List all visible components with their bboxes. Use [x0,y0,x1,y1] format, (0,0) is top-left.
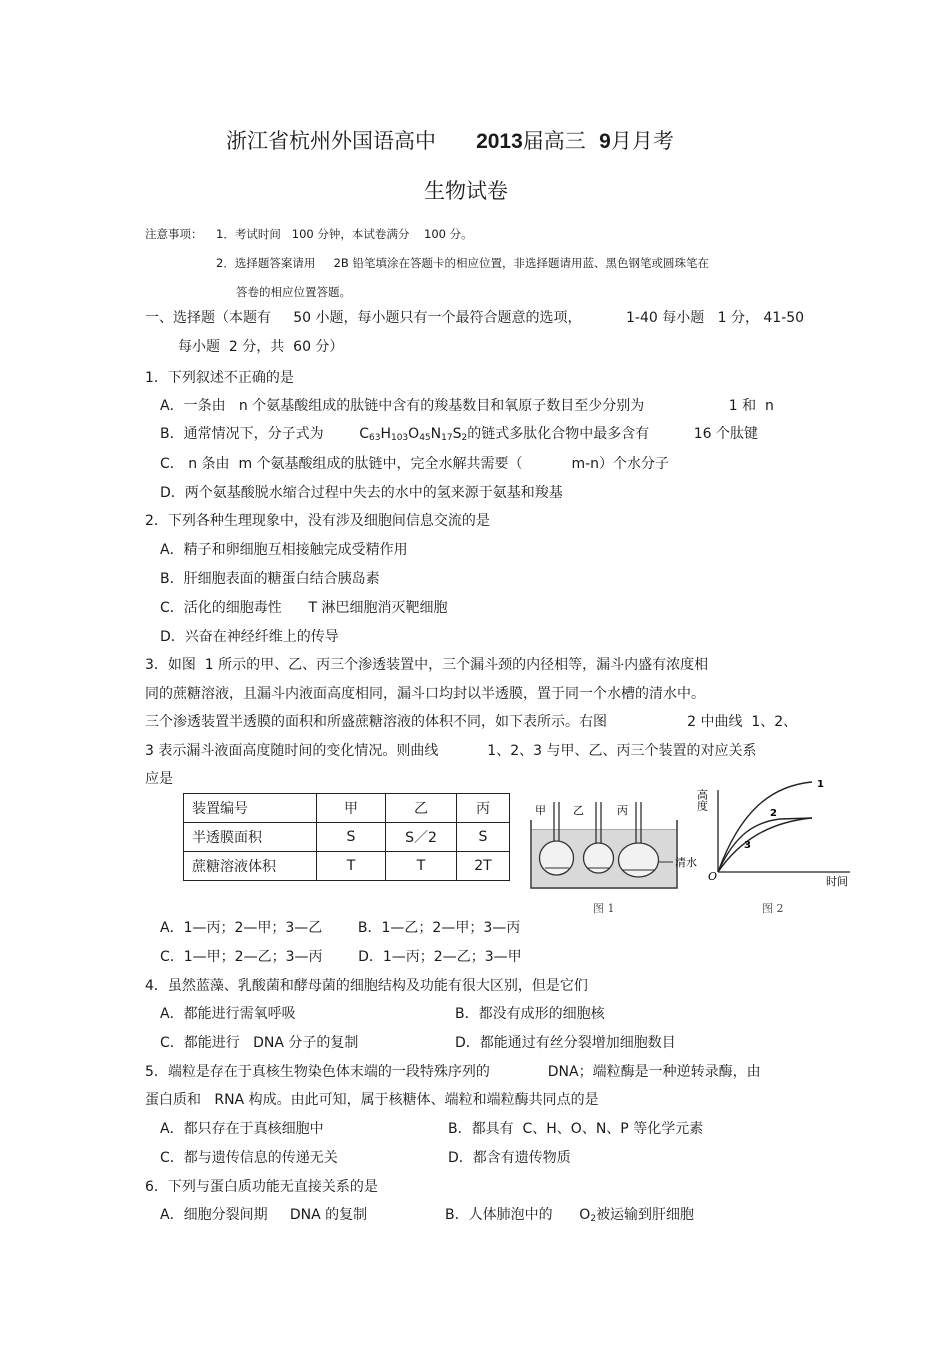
q3-line-4: 3 表示漏斗液面高度随时间的变化情况。则曲线 1、2、3 与甲、乙、丙三个装置的对应关系 [145,743,757,759]
section-heading: 一、选择题（本题有 50 小题，每小题只有一个最符合题意的选项， 1-40 每小题 1 分， 41-50 [145,310,805,326]
q5-line-1: 5．端粒是存在于真核生物染色体末端的一段特殊序列的 DNA；端粒酶是一种逆转录酶，由 [145,1064,761,1080]
q3-line-5: 应是 [145,771,173,787]
q5-option-a: A．都只存在于真核细胞中 [160,1121,324,1137]
title-school: 浙江省杭州外国语高中 [226,129,436,153]
table-cell: T [317,852,386,881]
exam-subtitle: 生物试卷 [424,179,508,203]
x-axis-label: 时间 [826,875,848,888]
q4-option-a: A．都能进行需氧呼吸 [160,1006,296,1022]
figure-2-caption: 图 2 [762,902,784,915]
curve-1-label: 1 [817,779,824,790]
notes-label: 注意事项： [145,227,203,241]
table-cell: 丙 [457,794,510,823]
table-row [184,852,510,881]
curve-3-label: 3 [744,840,751,851]
q1-option-c: C． n 条由 m 个氨基酸组成的肽链中，完全水解共需要（ m-n）个水分子 [160,456,670,472]
q5-option-b: B．都具有 C、H、O、N、P 等化学元素 [448,1121,704,1137]
title-year: 2013 [476,130,523,153]
q6-stem: 6．下列与蛋白质功能无直接关系的是 [145,1179,378,1195]
q6-option-b: B．人体肺泡中的 $O_2$被运输到肝细胞 [445,1207,695,1224]
table-cell: T [386,852,457,881]
q2-option-a: A．精子和卵细胞互相接触完成受精作用 [160,542,408,558]
q1-option-a: A．一条由 n 个氨基酸组成的肽链中含有的羧基数目和氧原子数目至少分别为 1 和 n [160,398,774,414]
q3-line-1: 3．如图 1 所示的甲、乙、丙三个渗透装置中，三个漏斗颈的内径相等，漏斗内盛有浓度相 [145,657,709,673]
device-table [183,793,510,881]
label-yi: 乙 [573,804,584,817]
table-cell: 装置编号 [184,794,317,823]
curve-3 [718,818,812,872]
q4-option-b: B．都没有成形的细胞核 [455,1006,605,1022]
label-water: 清水 [675,856,697,869]
q2-option-d: D．兴奋在神经纤维上的传导 [160,629,339,645]
q1-option-d: D．两个氨基酸脱水缩合过程中失去的水中的氢来源于氨基和羧基 [160,485,563,501]
q2-option-b: B．肝细胞表面的糖蛋白结合胰岛素 [160,571,380,587]
y-axis-label: 高度 [695,789,709,811]
q2-stem: 2．下列各种生理现象中，没有涉及细胞间信息交流的是 [145,513,490,529]
q3-line-3: 三个渗透装置半透膜的面积和所盛蔗糖溶液的体积不同，如下表所示。右图 2 中曲线 1、2、 [145,714,798,730]
table-cell: S [317,823,386,852]
q6-option-a: A．细胞分裂间期 DNA 的复制 [160,1207,368,1223]
origin-label: O [708,870,718,883]
section-heading-cont: 每小题 2 分，共 60 分） [178,339,344,355]
q3-options-cd: C．1—甲；2—乙；3—丙 D．1—丙；2—乙；3—甲 [160,949,522,965]
table-cell: 2T [457,852,510,881]
funnel-1-bulb [540,841,574,875]
title-exam: 月月考 [610,129,674,153]
funnel-3-bulb [619,843,659,877]
q3-options-ab: A．1—丙；2—甲；3—乙 B．1—乙；2—甲；3—丙 [160,920,521,936]
notes-item-2-cont: 答卷的相应位置答题。 [236,285,351,299]
table-cell: S [457,823,510,852]
table-cell: S／2 [386,823,457,852]
title-month: 9 [599,130,611,153]
label-jia: 甲 [535,804,546,817]
figure-2-height-curve [695,772,860,917]
q4-option-d: D．都能通过有丝分裂增加细胞数目 [455,1035,676,1051]
figure-1-osmosis-apparatus [525,800,700,920]
q5-option-c: C．都与遗传信息的传递无关 [160,1150,338,1166]
q3-line-2: 同的蔗糖溶液，且漏斗内液面高度相同，漏斗口均封以半透膜，置于同一个水槽的清水中。 [145,686,705,702]
table-row [184,823,510,852]
table-cell: 甲 [317,794,386,823]
q2-option-c: C．活化的细胞毒性 T 淋巴细胞消灭靶细胞 [160,600,448,616]
q5-line-2: 蛋白质和 RNA 构成。由此可知，属于核糖体、端粒和端粒酶共同点的是 [145,1092,599,1108]
table-row [184,794,510,823]
figure-1-caption: 图 1 [593,902,615,915]
curve-2-label: 2 [770,808,777,819]
title-grade: 届高三 [522,129,586,153]
q4-stem: 4．虽然蓝藻、乳酸菌和酵母菌的细胞结构及功能有很大区别，但是它们 [145,978,588,994]
table-cell: 乙 [386,794,457,823]
curve-1 [718,782,812,872]
table-cell: 半透膜面积 [184,823,317,852]
exam-title [226,128,674,155]
q5-option-d: D．都含有遗传物质 [448,1150,571,1166]
curve-2 [718,818,812,872]
label-bing: 丙 [617,804,628,817]
table-cell: 蔗糖溶液体积 [184,852,317,881]
q4-option-c: C．都能进行 DNA 分子的复制 [160,1035,359,1051]
q1-stem: 1．下列叙述不正确的是 [145,370,294,386]
q1-option-b: B．通常情况下，分子式为 $C_{63}H_{103}O_{45}N_{17}S_2$的链式多肽化合物中最多含有 16 个肽键 [160,426,758,443]
notes-item-2: 2．选择题答案请用 2B 铅笔填涂在答题卡的相应位置，非选择题请用蓝、黑色钢笔或圆珠笔在 [216,256,709,270]
notes-item-1: 1．考试时间 100 分钟，本试卷满分 100 分。 [216,227,473,241]
